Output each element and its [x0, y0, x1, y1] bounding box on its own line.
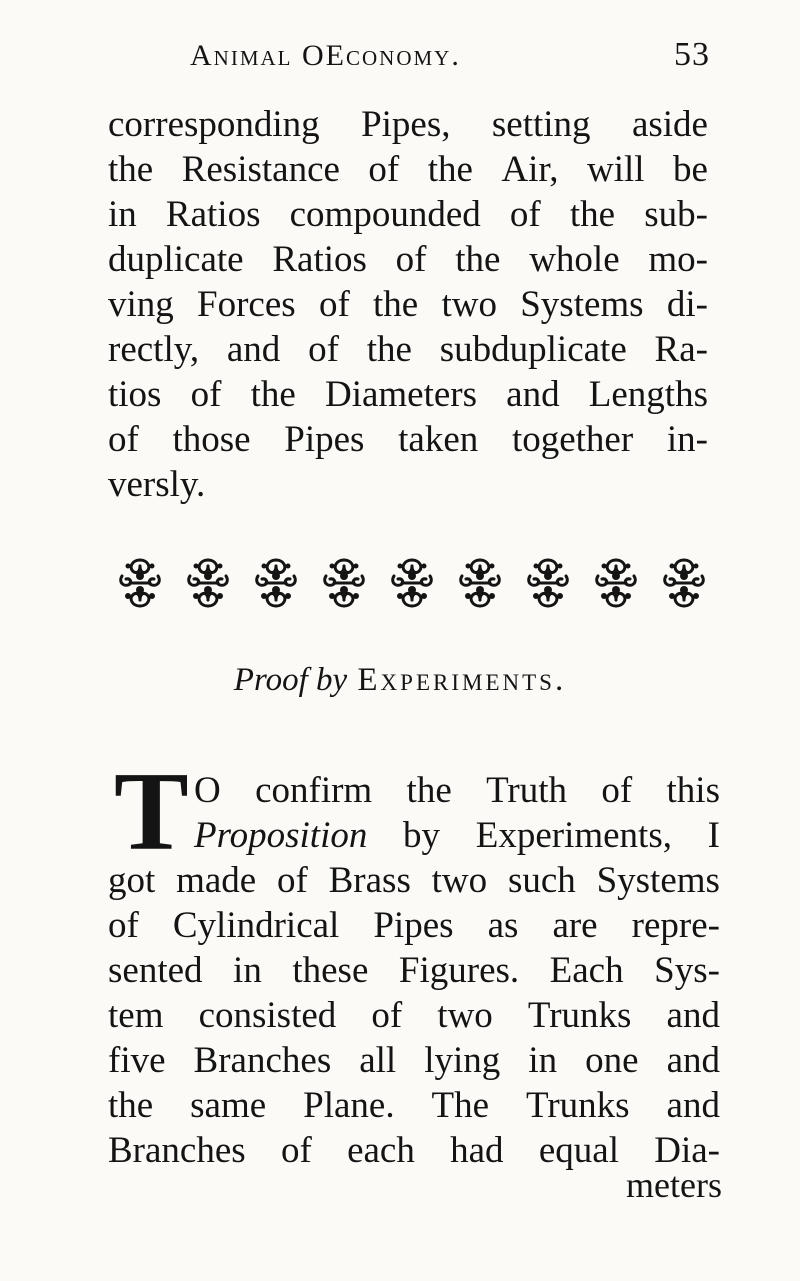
word: subduplicate: [439, 329, 627, 370]
paragraph-1: [108, 102, 708, 507]
word: Trunks: [527, 995, 632, 1036]
text-line: [108, 237, 708, 282]
fleuron-ornament-icon: [520, 552, 576, 614]
word: the: [427, 149, 473, 190]
word: of: [277, 860, 308, 901]
word: Branches: [108, 1130, 246, 1171]
text-line: [108, 327, 708, 372]
word: Lengths: [588, 374, 708, 415]
word: confirm: [255, 770, 373, 811]
word: the: [366, 329, 412, 370]
word: Ratios: [272, 239, 367, 280]
word: such: [507, 860, 576, 901]
word: of: [368, 149, 400, 190]
word: Trunks: [526, 1085, 630, 1126]
text-line: [108, 1083, 720, 1128]
word: versly.: [108, 464, 206, 505]
page-header: [190, 36, 710, 86]
text-line: [194, 768, 720, 813]
word: this: [666, 770, 720, 811]
word: will: [586, 149, 645, 190]
word: lying: [424, 1040, 501, 1081]
word: together: [511, 419, 634, 460]
word: had: [450, 1130, 504, 1171]
word: equal: [538, 1130, 619, 1171]
word: of: [371, 995, 403, 1036]
text-line: [108, 993, 720, 1038]
word: tios: [108, 374, 162, 415]
word: aside: [631, 104, 708, 145]
word: of: [601, 770, 633, 811]
word: of: [509, 194, 541, 235]
word: of: [108, 905, 139, 946]
ornament-row: [112, 548, 712, 618]
word: of: [308, 329, 339, 370]
word: and: [506, 374, 560, 415]
word: whole: [529, 239, 620, 280]
word: rectly,: [108, 329, 200, 370]
word-italic: Proposition: [194, 815, 368, 856]
word: two: [431, 860, 488, 901]
word: got: [108, 860, 156, 901]
fleuron-ornament-icon: [384, 552, 440, 614]
section-heading: [0, 662, 800, 714]
word: as: [487, 905, 519, 946]
word: Systems: [596, 860, 720, 901]
word: di-: [666, 284, 708, 325]
text-line: [194, 813, 720, 858]
word: same: [190, 1085, 267, 1126]
word: Pipes,: [361, 104, 451, 145]
word: Truth: [486, 770, 567, 811]
word: sented: [108, 950, 203, 991]
word: repre-: [631, 905, 720, 946]
word: I: [707, 815, 720, 856]
word: Resistance: [181, 149, 340, 190]
text-line: [108, 282, 708, 327]
word: taken: [398, 419, 479, 460]
word: Air,: [501, 149, 559, 190]
word: and: [666, 1040, 720, 1081]
word: consisted: [198, 995, 337, 1036]
drop-cap: T: [114, 750, 189, 874]
word: sub-: [644, 194, 708, 235]
word: one: [585, 1040, 639, 1081]
word: in-: [666, 419, 708, 460]
word: the: [108, 149, 154, 190]
word: of: [108, 419, 139, 460]
word: setting: [491, 104, 591, 145]
fleuron-ornament-icon: [180, 552, 236, 614]
word: Pipes: [284, 419, 365, 460]
word: two: [441, 284, 497, 325]
word: those: [172, 419, 251, 460]
word: of: [395, 239, 427, 280]
fleuron-ornament-icon: [112, 552, 168, 614]
word: and: [666, 1085, 720, 1126]
word: each: [347, 1130, 415, 1171]
running-title: Animal OEconomy.: [190, 39, 461, 72]
word: and: [666, 995, 720, 1036]
word: tem: [108, 995, 164, 1036]
word: Pipes: [373, 905, 454, 946]
fleuron-ornament-icon: [452, 552, 508, 614]
paragraph-2: [108, 750, 720, 1173]
word: Forces: [197, 284, 296, 325]
word: in: [528, 1040, 558, 1081]
word: Diameters: [324, 374, 478, 415]
word: Ra-: [654, 329, 708, 370]
text-line: [108, 1038, 720, 1083]
section-heading-italic: Proof by: [233, 662, 348, 698]
word: of: [190, 374, 222, 415]
word: Experiments,: [475, 815, 672, 856]
word: Figures.: [398, 950, 520, 991]
text-line: [108, 948, 720, 993]
word: five: [108, 1040, 166, 1081]
text-line: [108, 903, 720, 948]
word: Branches: [193, 1040, 332, 1081]
word: in: [108, 194, 137, 235]
word: Plane.: [303, 1085, 395, 1126]
catchword: meters: [626, 1165, 722, 1205]
word: the: [406, 770, 452, 811]
word: the: [373, 284, 419, 325]
word: Systems: [520, 284, 644, 325]
word: duplicate: [108, 239, 244, 280]
word: of: [318, 284, 350, 325]
word: the: [250, 374, 296, 415]
text-line: [108, 102, 708, 147]
word: ving: [108, 284, 174, 325]
word: the: [108, 1085, 154, 1126]
word: O: [194, 770, 221, 811]
text-line: [108, 858, 720, 903]
text-line: [108, 417, 708, 462]
word: Ratios: [165, 194, 261, 235]
word: Each: [549, 950, 624, 991]
word: be: [673, 149, 708, 190]
word: The: [431, 1085, 490, 1126]
text-line: [108, 462, 708, 507]
text-line: [108, 192, 708, 237]
word: two: [437, 995, 493, 1036]
word: corresponding: [108, 104, 320, 145]
word: these: [292, 950, 369, 991]
text-line: [108, 372, 708, 417]
word: and: [226, 329, 281, 370]
fleuron-ornament-icon: [656, 552, 712, 614]
word: Sys-: [654, 950, 720, 991]
word: compounded: [289, 194, 481, 235]
word: the: [455, 239, 501, 280]
word: by: [403, 815, 441, 856]
fleuron-ornament-icon: [316, 552, 372, 614]
fleuron-ornament-icon: [588, 552, 644, 614]
word: all: [359, 1040, 397, 1081]
word: made: [176, 860, 257, 901]
word: Dia-: [654, 1130, 720, 1171]
word: in: [233, 950, 262, 991]
page-number: 53: [674, 36, 710, 73]
word: of: [280, 1130, 312, 1171]
word: the: [569, 194, 616, 235]
word: mo-: [648, 239, 708, 280]
fleuron-ornament-icon: [248, 552, 304, 614]
word: Cylindrical: [172, 905, 340, 946]
word: Brass: [328, 860, 411, 901]
word: are: [552, 905, 598, 946]
section-heading-caps: Experiments.: [357, 662, 567, 698]
text-line: [108, 147, 708, 192]
